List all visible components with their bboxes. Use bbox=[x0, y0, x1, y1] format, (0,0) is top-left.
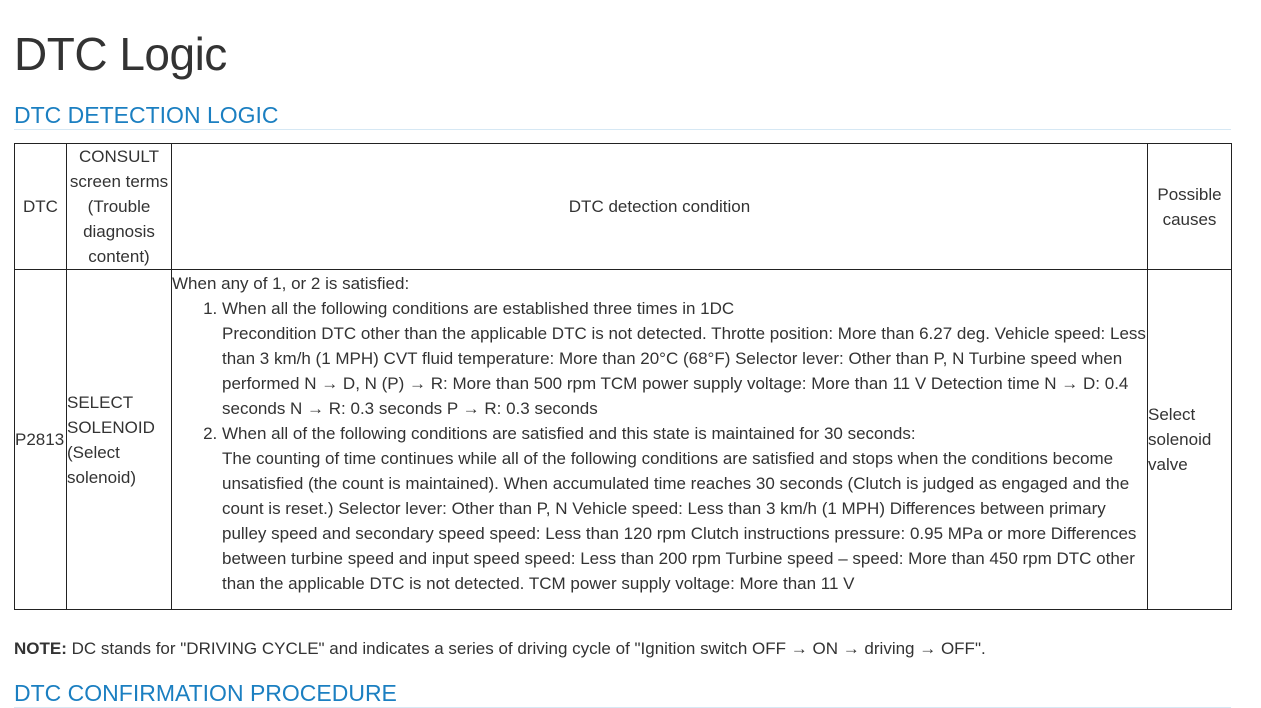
note bbox=[14, 638, 1231, 660]
section-heading-detection-logic: DTC DETECTION LOGIC bbox=[14, 101, 1231, 130]
condition-detail: Precondition DTC other than the applicable DTC is not detected. Throtte position: More than 6.27 deg. Vehicle speed: Less than 3 km/h (1 MPH) CVT fluid temperature: More than 20°C (68°F) Selector lever: Other than P, N Turbine speed when performed N → D, N (P) → R: More than 500 rpm TCM power supply voltage: More than 11 V Detection time N → D: 0.4 seconds N → R: 0.3 seconds P → R: 0.3 seconds bbox=[222, 324, 1146, 418]
consult-term-cell: SELECT SOLENOID (Select solenoid) bbox=[67, 270, 172, 610]
possible-causes-cell: Select solenoid valve bbox=[1148, 270, 1232, 610]
section-heading-confirmation-procedure: DTC CONFIRMATION PROCEDURE bbox=[14, 679, 1231, 708]
table-row bbox=[15, 270, 1232, 610]
condition-detail: The counting of time continues while all of the following conditions are satisfied and stops when the conditions become unsatisfied (the count is maintained). When accumulated time reaches 30 seconds (Clutch is judged as engaged and the count is reset.) Selector lever: Other than P, N Vehicle speed: Less than 3 km/h (1 MPH) Differences between primary pulley speed and secondary speed speed: Less than 120 rpm Clutch instructions pressure: 0.95 MPa or more Differences between turbine speed and input speed speed: Less than 200 rpm Turbine speed – speed: More than 450 rpm DTC other than the applicable DTC is not detected. TCM power supply voltage: More than 11 V bbox=[222, 449, 1137, 593]
detection-condition-cell bbox=[172, 270, 1148, 610]
note-text: DC stands for "DRIVING CYCLE" and indicates a series of driving cycle of "Ignition switch OFF → ON → driving → OFF". bbox=[66, 639, 986, 658]
header-consult-terms: CONSULT screen terms (Trouble diagnosis content) bbox=[67, 144, 172, 270]
condition-item bbox=[222, 296, 1147, 421]
header-detection-condition: DTC detection condition bbox=[172, 144, 1148, 270]
dtc-code-cell: P2813 bbox=[15, 270, 67, 610]
header-dtc: DTC bbox=[15, 144, 67, 270]
condition-list bbox=[172, 296, 1147, 596]
header-possible-causes: Possible causes bbox=[1148, 144, 1232, 270]
condition-item bbox=[222, 421, 1147, 596]
page-title: DTC Logic bbox=[14, 28, 227, 80]
dtc-logic-table bbox=[14, 143, 1232, 610]
condition-intro: When any of 1, or 2 is satisfied: bbox=[172, 274, 410, 293]
condition-title: When all the following conditions are established three times in 1DC bbox=[222, 299, 735, 318]
condition-title: When all of the following conditions are satisfied and this state is maintained for 30 seconds: bbox=[222, 424, 916, 443]
table-header-row bbox=[15, 144, 1232, 270]
note-label: NOTE: bbox=[14, 639, 67, 658]
